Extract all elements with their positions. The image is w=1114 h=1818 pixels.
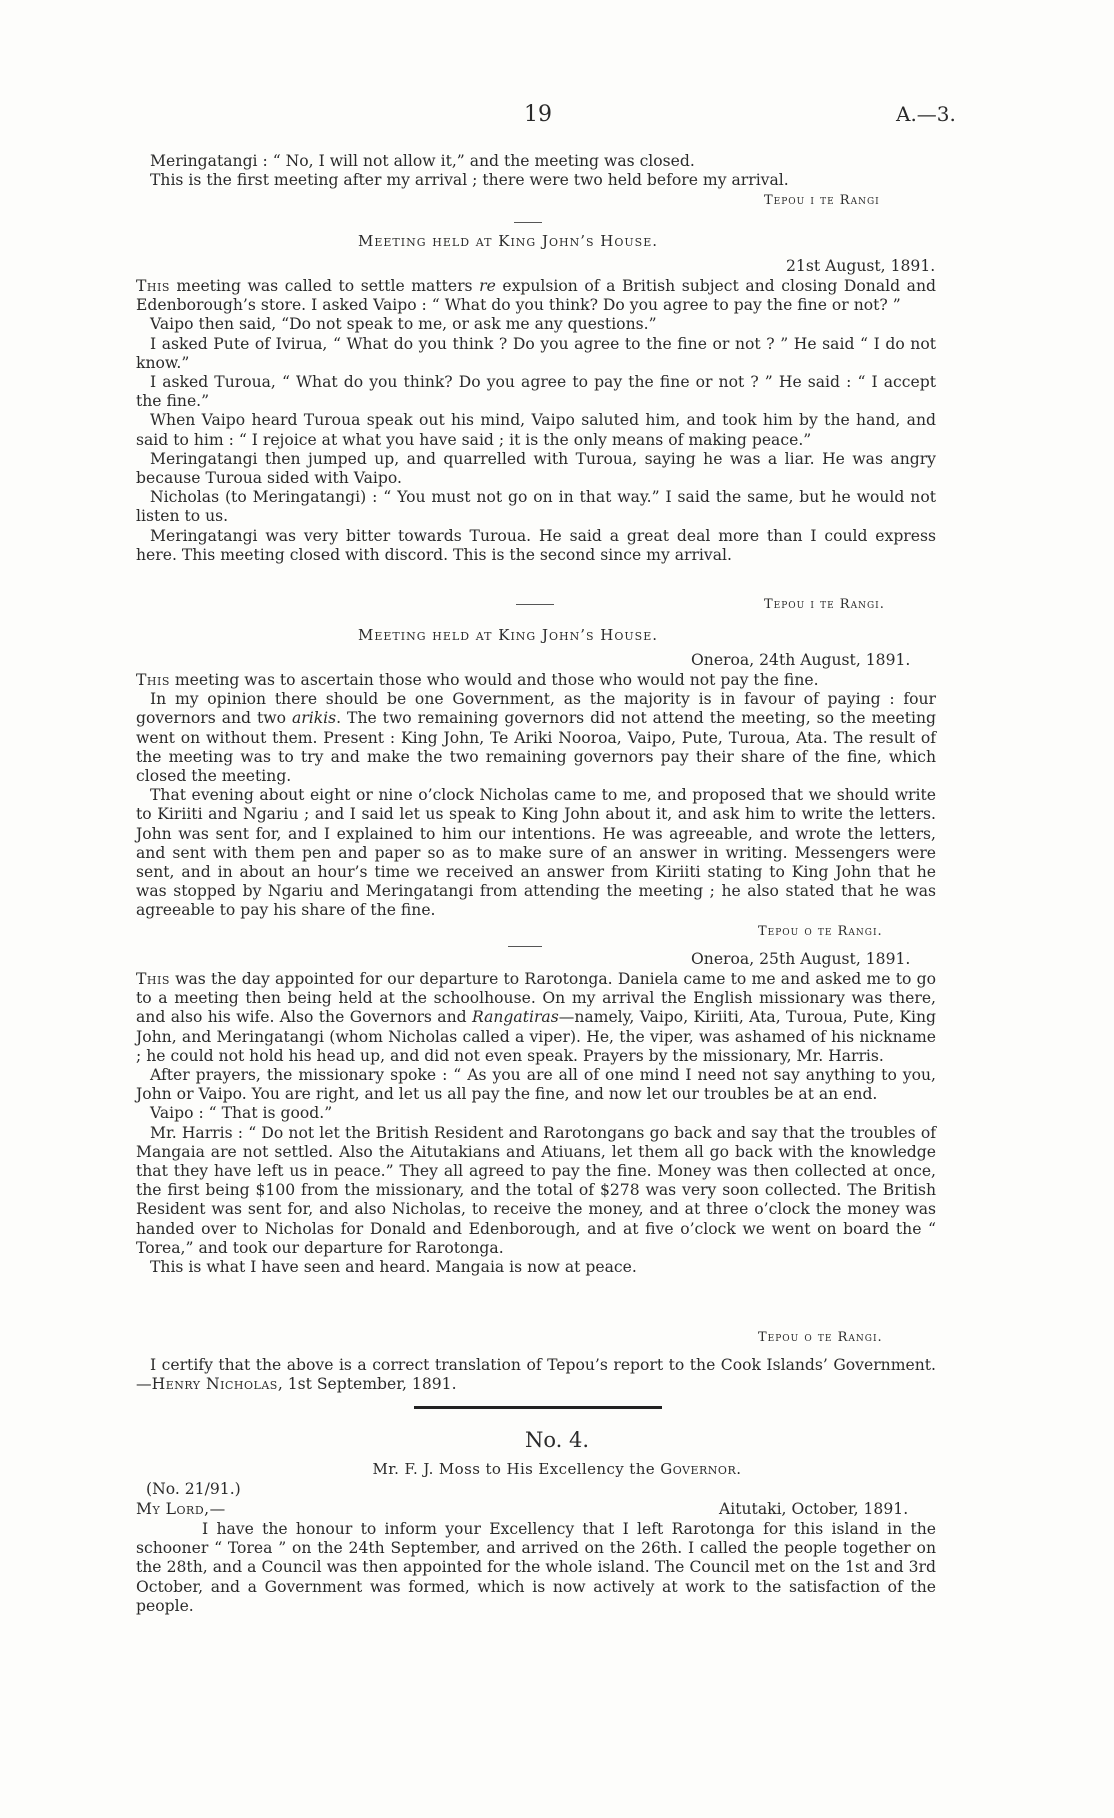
paragraph: After prayers, the missionary spoke : “ As you are all of one mind I need not say anything to you, John or Vaipo. You are right, and let us all pay the fine, and now let our troubles be at an end.: [136, 1066, 936, 1104]
letter-subtitle: [0, 1460, 1114, 1478]
text-run: I certify that the above is a correct translation of Tepou’s report to the Cook Islands’ Government.—: [136, 1356, 936, 1394]
section2-text: [136, 277, 936, 565]
opening-word: This: [136, 671, 170, 689]
paragraph: Vaipo then said, “Do not speak to me, or ask me any questions.”: [150, 315, 657, 334]
section-date: 21st August, 1891.: [786, 257, 936, 275]
paragraph: I asked Pute of Ivirua, “ What do you think ? Do you agree to the fine or not ? ” He said “ I do not know.”: [136, 334, 936, 372]
paragraph: Meringatangi was very bitter towards Turoua. He said a great deal more than I could express here. This meeting closed with discord. This is the second since my arrival.: [136, 526, 936, 564]
italic-term: Rangatiras: [471, 1008, 559, 1027]
certification: [136, 1356, 936, 1394]
italic-term: arikis: [291, 709, 337, 728]
signature: Tepou i te Rangi: [764, 193, 880, 208]
paragraph: [136, 690, 936, 786]
text-run: . The two remaining governors did not attend the meeting, so the meeting went on without them. Present : King John, Te Ariki Nooroa, Vaipo, Pute, Turoua, Ata. The result of the meeting was to try and make the two remaining governors pay their share of the fine, which closed the meeting.: [136, 709, 937, 786]
section-divider: [414, 1406, 662, 1409]
section3-text: [136, 671, 936, 921]
salutation: My Lord,—: [136, 1500, 226, 1518]
section-heading: Meeting held at King John’s House.: [358, 232, 658, 250]
section1-line: This is the first meeting after my arrival ; there were two held before my arrival.: [150, 171, 789, 190]
opening-word: This: [136, 277, 170, 295]
letter-reference: (No. 21/91.): [146, 1480, 241, 1498]
paragraph: Meringatangi then jumped up, and quarrelled with Turoua, saying he was a liar. He was angry because Turoua sided with Vaipo.: [136, 449, 936, 488]
text-run: Governor.: [660, 1460, 742, 1478]
signature: Tepou o te Rangi.: [758, 924, 883, 939]
section1-line: Meringatangi : “ No, I will not allow it,” and the meeting was closed.: [150, 152, 695, 170]
text-run: expulsion of a British subject and closing Donald and Edenborough’s store. I asked Vaipo : “ What do you think? Do you agree to pay the fine or not? ”: [136, 277, 936, 315]
paragraph: I asked Turoua, “ What do you think? Do you agree to pay the fine or not ? ” He said : “ I accept the fine.”: [136, 373, 936, 411]
signer-name: Henry Nicholas: [151, 1375, 278, 1394]
paragraph: Nicholas (to Meringatangi) : “ You must not go on in that way.” I said the same, but he would not listen to us.: [136, 488, 936, 526]
signature: Tepou o te Rangi.: [758, 1330, 883, 1345]
section-heading: Meeting held at King John’s House.: [358, 626, 658, 644]
letter-number: No. 4.: [524, 1428, 590, 1452]
separator: [508, 946, 542, 947]
paragraph: Vaipo : “ That is good.”: [150, 1104, 333, 1123]
text-run: —namely, Vaipo, Kiriiti, Ata, Turoua, Pute, King John, and Meringatangi (whom Nicholas called a viper). He, the viper, was ashamed of his nickname ; he could not hold his head up, and did not even speak. Prayers by the missionary, Mr. Harris.: [136, 1008, 937, 1065]
text-run: was the day appointed for our departure to Rarotonga. Daniela came to me and asked me to go to a meeting then being held at the schoolhouse. On my arrival the English missionary was there, and also his wife. Also the Governors and: [136, 970, 936, 1027]
letter-body: [136, 1520, 936, 1616]
paragraph: When Vaipo heard Turoua speak out his mind, Vaipo saluted him, and took him by the hand, and said to him : “ I rejoice at what you have said ; it is the only means of making peace.”: [136, 411, 936, 449]
signature: Tepou i te Rangi.: [764, 597, 885, 612]
text-run: Mr. F. J. Moss to His Excellency the: [372, 1460, 661, 1478]
text-run: In my opinion there should be one Government, as the majority is in favour of paying : four governors and two: [136, 690, 936, 728]
paragraph: Mr. Harris : “ Do not let the British Resident and Rarotongans go back and say that the troubles of Mangaia are not settled. Also the Aitutakians and Atiuans, let them all go back with the knowledge that they have left us in peace.” They all agreed to pay the fine. Money was then collected at once, the first being $100 from the missionary, and the total of $278 was very soon collected. The British Resident was sent for, and also Nicholas, to receive the money, and at three o’clock the money was handed over to Nicholas for Donald and Edenborough, and at five o’clock we went on board the “ Torea,” and took our departure for Rarotonga.: [136, 1123, 936, 1257]
document-reference: A.—3.: [896, 102, 956, 126]
letter-place-date: Aitutaki, October, 1891.: [719, 1500, 909, 1518]
italic-term: re: [479, 277, 496, 295]
paragraph: That evening about eight or nine o’clock Nicholas came to me, and proposed that we should write to Kiriiti and Ngariu ; and I said let us speak to King John about it, and ask him to write the letters. John was sent for, and I explained to him our intentions. He was agreeable, and wrote the letters, and sent with them pen and paper so as to make sure of an answer in writing. Messengers were sent, and in about an hour’s time we received an answer from Kiriiti stating to King John that he was stopped by Ngariu and Meringatangi from attending the meeting ; he also stated that he was agreeable to pay his share of the fine.: [136, 786, 936, 920]
section1-text: [136, 152, 936, 190]
text-run: meeting was to ascertain those who would and those who would not pay the fine.: [169, 671, 819, 689]
opening-word: This: [136, 970, 170, 988]
separator: [514, 222, 542, 223]
paragraph: I have the honour to inform your Excellency that I left Rarotonga for this island in the schooner “ Torea ” on the 24th September, and arrived on the 26th. I called the people together on the 28th, and a Council was then appointed for the whole island. The Council met on the 1st and 3rd October, and a Government was formed, which is now actively at work to the satisfaction of the people.: [136, 1520, 936, 1615]
section-date: Oneroa, 25th August, 1891.: [691, 950, 911, 968]
section-date: Oneroa, 24th August, 1891.: [691, 651, 911, 669]
text-run: meeting was called to settle matters: [169, 277, 480, 295]
text-run: , 1st September, 1891.: [277, 1375, 457, 1394]
page-number: 19: [524, 102, 552, 127]
section4-text: [136, 970, 936, 1277]
separator: [516, 604, 554, 605]
paragraph: This is what I have seen and heard. Mangaia is now at peace.: [150, 1258, 637, 1277]
